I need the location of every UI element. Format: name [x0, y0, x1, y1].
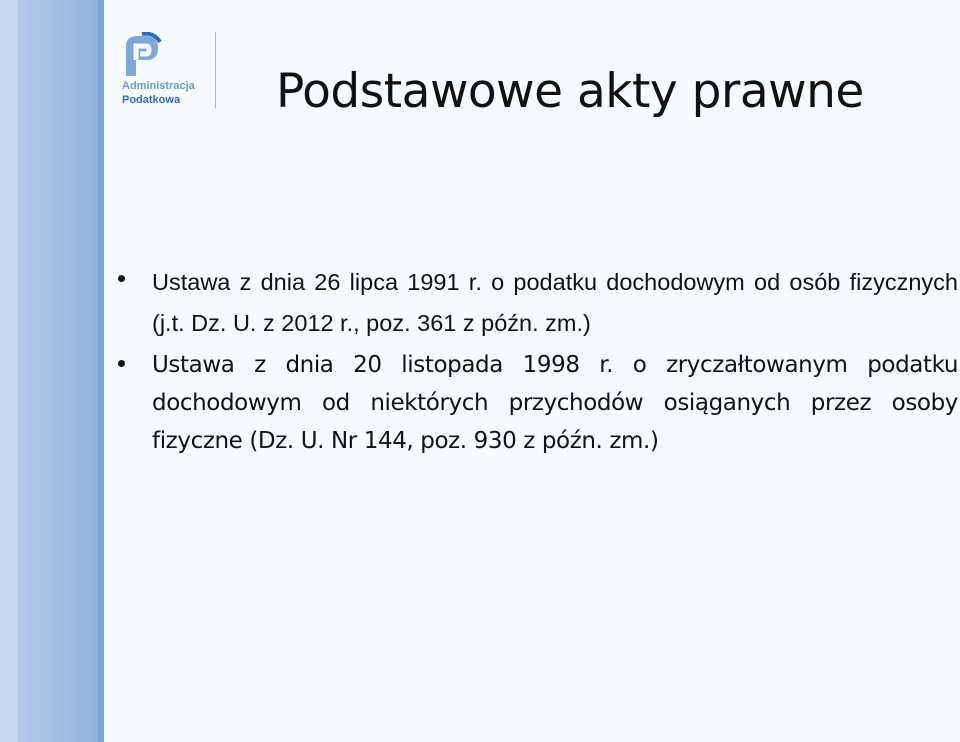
bullet-text: Ustawa z dnia 20 listopada 1998 r. o zryczałtowanym podatku dochodowym od niektórych przychodów osiąganych przez osoby fizyczne (Dz. U. Nr 144, poz. 930 z późn. zm.) — [152, 352, 958, 454]
bullet-item — [118, 262, 958, 344]
logo-divider — [215, 32, 216, 108]
bullet-dot-icon — [118, 275, 125, 282]
decorative-side-bar — [0, 0, 104, 742]
bullet-item — [118, 346, 958, 460]
logo-text-line1: Administracja — [122, 80, 195, 92]
bullet-list — [118, 262, 958, 460]
bullet-dot-icon — [118, 360, 125, 367]
slide-title: Podstawowe akty prawne — [276, 64, 864, 119]
bullet-text: Ustawa z dnia 26 lipca 1991 r. o podatku dochodowym od osób fizycznych (j.t. Dz. U. z 2012 r., poz. 361 z późn. zm.) — [152, 269, 958, 336]
logo-text-line2: Podatkowa — [122, 94, 181, 106]
logo-mark-icon — [120, 32, 164, 78]
administracja-podatkowa-logo — [118, 30, 218, 110]
